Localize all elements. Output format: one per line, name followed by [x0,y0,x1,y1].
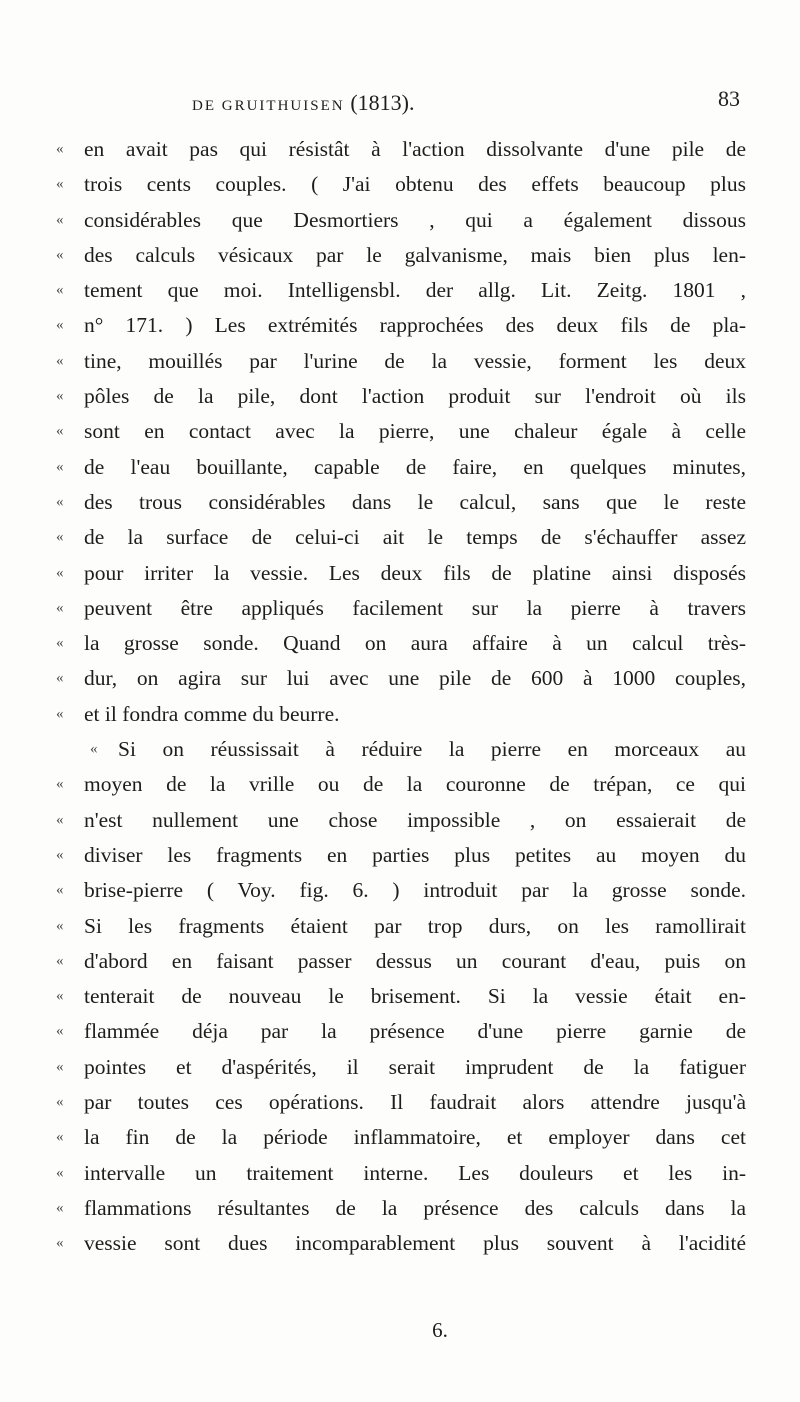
quote-mark: « [56,1058,64,1075]
text-line [56,803,746,838]
line-text: trois cents couples. ( J'ai obtenu des effets beaucoup plus [84,172,746,197]
text-line [56,520,746,555]
quote-mark: « [56,388,64,405]
line-text: par toutes ces opérations. Il faudrait alors attendre jusqu'à [84,1090,746,1115]
line-text: de la surface de celui-ci ait le temps de s'échauffer assez [84,525,746,550]
quote-mark: « [56,564,64,581]
line-text: considérables que Desmortiers , qui a également dissous [84,207,746,232]
quote-mark: « [56,1164,64,1181]
page-number: 83 [718,86,740,111]
text-line [56,485,746,520]
quote-mark: « [56,246,64,263]
signature-mark [0,1318,800,1343]
line-text: pointes et d'aspérités, il serait imprudent de la fatiguer [84,1054,746,1079]
line-text: tine, mouillés par l'urine de la vessie, forment les deux [84,348,746,373]
line-text: pour irriter la vessie. Les deux fils de platine ainsi disposés [84,560,746,585]
line-text: peuvent être appliqués facilement sur la pierre à travers [84,595,746,620]
line-text: la grosse sonde. Quand on aura affaire à un calcul très- [84,631,746,656]
line-text: diviser les fragments en parties plus petites au moyen du [84,842,746,867]
text-line [56,273,746,308]
quote-mark: « [56,176,64,193]
line-text: vessie sont dues incomparablement plus souvent à l'acidité [84,1231,746,1256]
line-text: dur, on agira sur lui avec une pile de 600 à 1000 couples, [84,666,746,691]
signature-text: 6. [432,1318,448,1342]
quote-mark: « [56,529,64,546]
line-text: flammée déja par la présence d'une pierre garnie de [84,1019,746,1044]
line-text: moyen de la vrille ou de la couronne de trépan, ce qui [84,772,746,797]
quote-mark: « [56,458,64,475]
quote-mark: « [56,1235,64,1252]
text-line [56,732,746,767]
quote-mark: « [56,1199,64,1216]
quote-mark: « [56,1129,64,1146]
body-text [56,132,746,1262]
line-text: tement que moi. Intelligensbl. der allg. Lit. Zeitg. 1801 , [84,278,746,303]
quote-mark: « [56,211,64,228]
text-line [56,203,746,238]
quote-mark: « [56,599,64,616]
running-title-text: DE GRUITHUISEN [192,98,345,114]
page-header [140,86,740,126]
text-line [56,944,746,979]
running-title-year: (1813). [350,90,415,115]
quote-mark: « [56,493,64,510]
line-text: n° 171. ) Les extrémités rapprochées des deux fils de pla- [84,313,746,338]
line-text: des trous considérables dans le calcul, sans que le reste [84,489,746,514]
line-text: Si on réussissait à réduire la pierre en morceaux au [118,737,746,762]
quote-mark: « [56,882,64,899]
quote-mark: « [56,1023,64,1040]
line-text: des calculs vésicaux par le galvanisme, mais bien plus len- [84,242,746,267]
text-line [56,591,746,626]
line-text: sont en contact avec la pierre, une chaleur égale à celle [84,419,746,444]
text-line [56,838,746,873]
text-line [56,167,746,202]
quote-mark: « [56,635,64,652]
text-line [56,1085,746,1120]
line-text: tenterait de nouveau le brisement. Si la vessie était en- [84,984,746,1009]
text-line [56,132,746,167]
text-line [56,1120,746,1155]
text-line [56,1191,746,1226]
line-text: intervalle un traitement interne. Les douleurs et les in- [84,1160,746,1185]
quote-mark: « [56,846,64,863]
quote-mark: « [90,741,98,758]
text-line [56,1014,746,1049]
quote-mark: « [56,811,64,828]
text-line [56,767,746,802]
text-line [56,414,746,449]
text-line [56,344,746,379]
line-text: n'est nullement une chose impossible , on essaierait de [84,807,746,832]
line-text: brise-pierre ( Voy. fig. 6. ) introduit par la grosse sonde. [84,878,746,903]
line-text: Si les fragments étaient par trop durs, on les ramollirait [84,913,746,938]
quote-mark: « [56,952,64,969]
quote-mark: « [56,423,64,440]
text-line [56,873,746,908]
quote-mark: « [56,282,64,299]
text-line [56,1226,746,1261]
line-text: et il fondra comme du beurre. [84,701,340,726]
quote-mark: « [56,1094,64,1111]
running-title [192,90,414,116]
quote-mark: « [56,917,64,934]
text-line [56,626,746,661]
line-text: en avait pas qui résistât à l'action dissolvante d'une pile de [84,137,746,161]
text-line [56,979,746,1014]
text-line [56,697,746,732]
text-line [56,909,746,944]
line-text: d'abord en faisant passer dessus un courant d'eau, puis on [84,948,746,973]
line-text: pôles de la pile, dont l'action produit sur l'endroit où ils [84,384,746,409]
quote-mark: « [56,776,64,793]
quote-mark: « [56,988,64,1005]
line-text: la fin de la période inflammatoire, et employer dans cet [84,1125,746,1150]
text-line [56,238,746,273]
quote-mark: « [56,670,64,687]
quote-mark: « [56,705,64,722]
text-line [56,661,746,696]
line-text: de l'eau bouillante, capable de faire, en quelques minutes, [84,454,746,479]
text-line [56,1050,746,1085]
text-line [56,379,746,414]
quote-mark: « [56,317,64,334]
text-line [56,450,746,485]
text-line [56,1156,746,1191]
text-line [56,308,746,343]
quote-mark: « [56,352,64,369]
quote-mark: « [56,141,64,157]
line-text: flammations résultantes de la présence des calculs dans la [84,1195,746,1220]
text-line [56,556,746,591]
